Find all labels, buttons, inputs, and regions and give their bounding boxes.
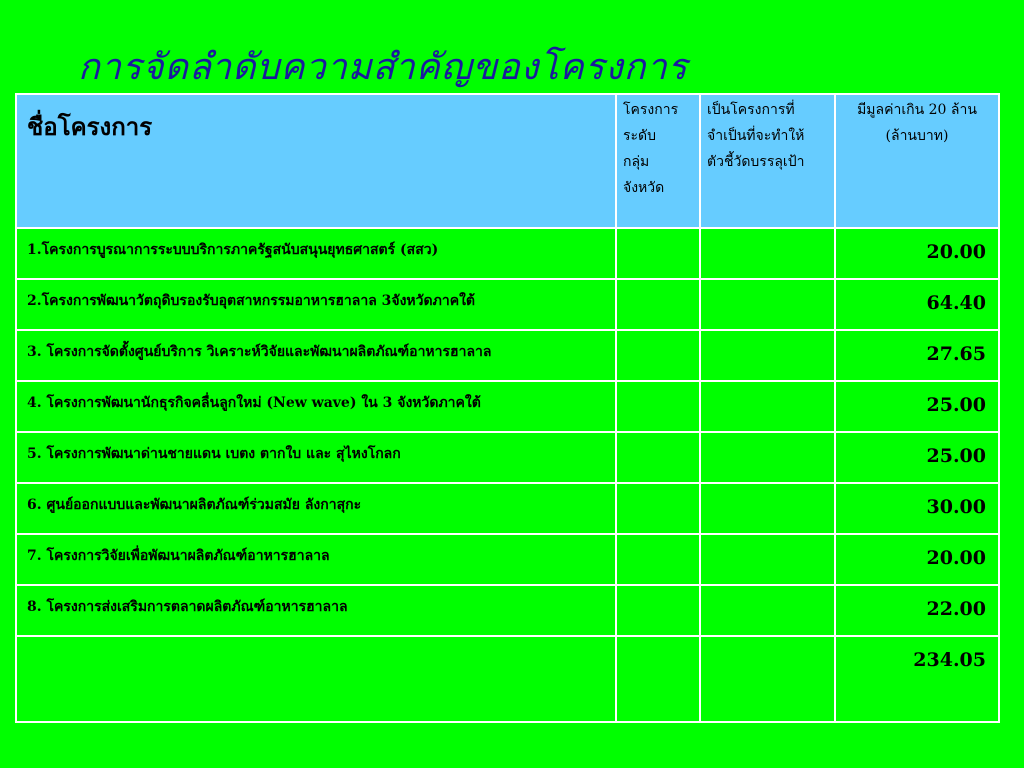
value-cell: 20.00	[835, 534, 999, 585]
necessary-cell	[700, 432, 835, 483]
header-provincial-line: กลุ่ม	[623, 154, 650, 170]
provincial-cell	[616, 483, 700, 534]
table-header-row	[16, 94, 999, 228]
project-name-cell: 8. โครงการส่งเสริมการตลาดผลิตภัณฑ์อาหารฮาลาล	[16, 585, 616, 636]
necessary-cell	[700, 381, 835, 432]
total-value-cell: 234.05	[835, 636, 999, 722]
project-name-cell: 3. โครงการจัดตั้งศูนย์บริการ วิเคราะห์วิจัยและพัฒนาผลิตภัณฑ์อาหารฮาลาล	[16, 330, 616, 381]
table-row	[16, 228, 999, 279]
value-cell: 27.65	[835, 330, 999, 381]
necessary-cell	[700, 279, 835, 330]
provincial-cell	[616, 585, 700, 636]
table-row	[16, 381, 999, 432]
header-project-name: ชื่อโครงการ	[16, 94, 616, 228]
table-row	[16, 279, 999, 330]
header-provincial-line: จังหวัด	[623, 180, 665, 196]
necessary-cell	[700, 483, 835, 534]
provincial-cell	[616, 279, 700, 330]
total-name-cell	[16, 636, 616, 722]
header-value-line: (ล้านบาท)	[885, 128, 949, 144]
project-name-cell: 1.โครงการบูรณาการระบบบริการภาครัฐสนับสนุนยุทธศาสตร์ (สสว)	[16, 228, 616, 279]
header-necessary-project	[700, 94, 835, 228]
necessary-cell	[700, 330, 835, 381]
table-row	[16, 330, 999, 381]
slide-title: การจัดลำดับความสำคัญของโครงการ	[78, 47, 688, 88]
header-provincial-line: โครงการ	[623, 102, 679, 118]
header-value-over-20m	[835, 94, 999, 228]
provincial-cell	[616, 534, 700, 585]
project-name-cell: 5. โครงการพัฒนาด่านชายแดน เบตง ตากใบ และ สุไหงโกลก	[16, 432, 616, 483]
table-row	[16, 483, 999, 534]
header-provincial-line: ระดับ	[623, 128, 657, 144]
value-cell: 22.00	[835, 585, 999, 636]
header-necessary-line: ตัวชี้วัดบรรลุเป้า	[707, 154, 805, 170]
project-name-cell: 2.โครงการพัฒนาวัตถุดิบรองรับอุตสาหกรรมอาหารฮาลาล 3จังหวัดภาคใต้	[16, 279, 616, 330]
total-provincial-cell	[616, 636, 700, 722]
value-cell: 30.00	[835, 483, 999, 534]
provincial-cell	[616, 330, 700, 381]
necessary-cell	[700, 228, 835, 279]
project-name-cell: 4. โครงการพัฒนานักธุรกิจคลื่นลูกใหม่ (New wave) ใน 3 จังหวัดภาคใต้	[16, 381, 616, 432]
provincial-cell	[616, 381, 700, 432]
header-necessary-line: จำเป็นที่จะทำให้	[707, 128, 805, 144]
table-row	[16, 432, 999, 483]
table-row	[16, 585, 999, 636]
header-provincial-level	[616, 94, 700, 228]
project-priority-table	[15, 93, 1000, 723]
value-cell: 25.00	[835, 381, 999, 432]
value-cell: 20.00	[835, 228, 999, 279]
project-name-cell: 6. ศูนย์ออกแบบและพัฒนาผลิตภัณฑ์ร่วมสมัย ลังกาสุกะ	[16, 483, 616, 534]
total-necessary-cell	[700, 636, 835, 722]
value-cell: 64.40	[835, 279, 999, 330]
header-value-line: มีมูลค่าเกิน 20 ล้าน	[857, 102, 977, 118]
total-row	[16, 636, 999, 722]
provincial-cell	[616, 228, 700, 279]
table-row	[16, 534, 999, 585]
value-cell: 25.00	[835, 432, 999, 483]
provincial-cell	[616, 432, 700, 483]
necessary-cell	[700, 534, 835, 585]
necessary-cell	[700, 585, 835, 636]
project-name-cell: 7. โครงการวิจัยเพื่อพัฒนาผลิตภัณฑ์อาหารฮาลาล	[16, 534, 616, 585]
header-necessary-line: เป็นโครงการที่	[707, 102, 795, 118]
